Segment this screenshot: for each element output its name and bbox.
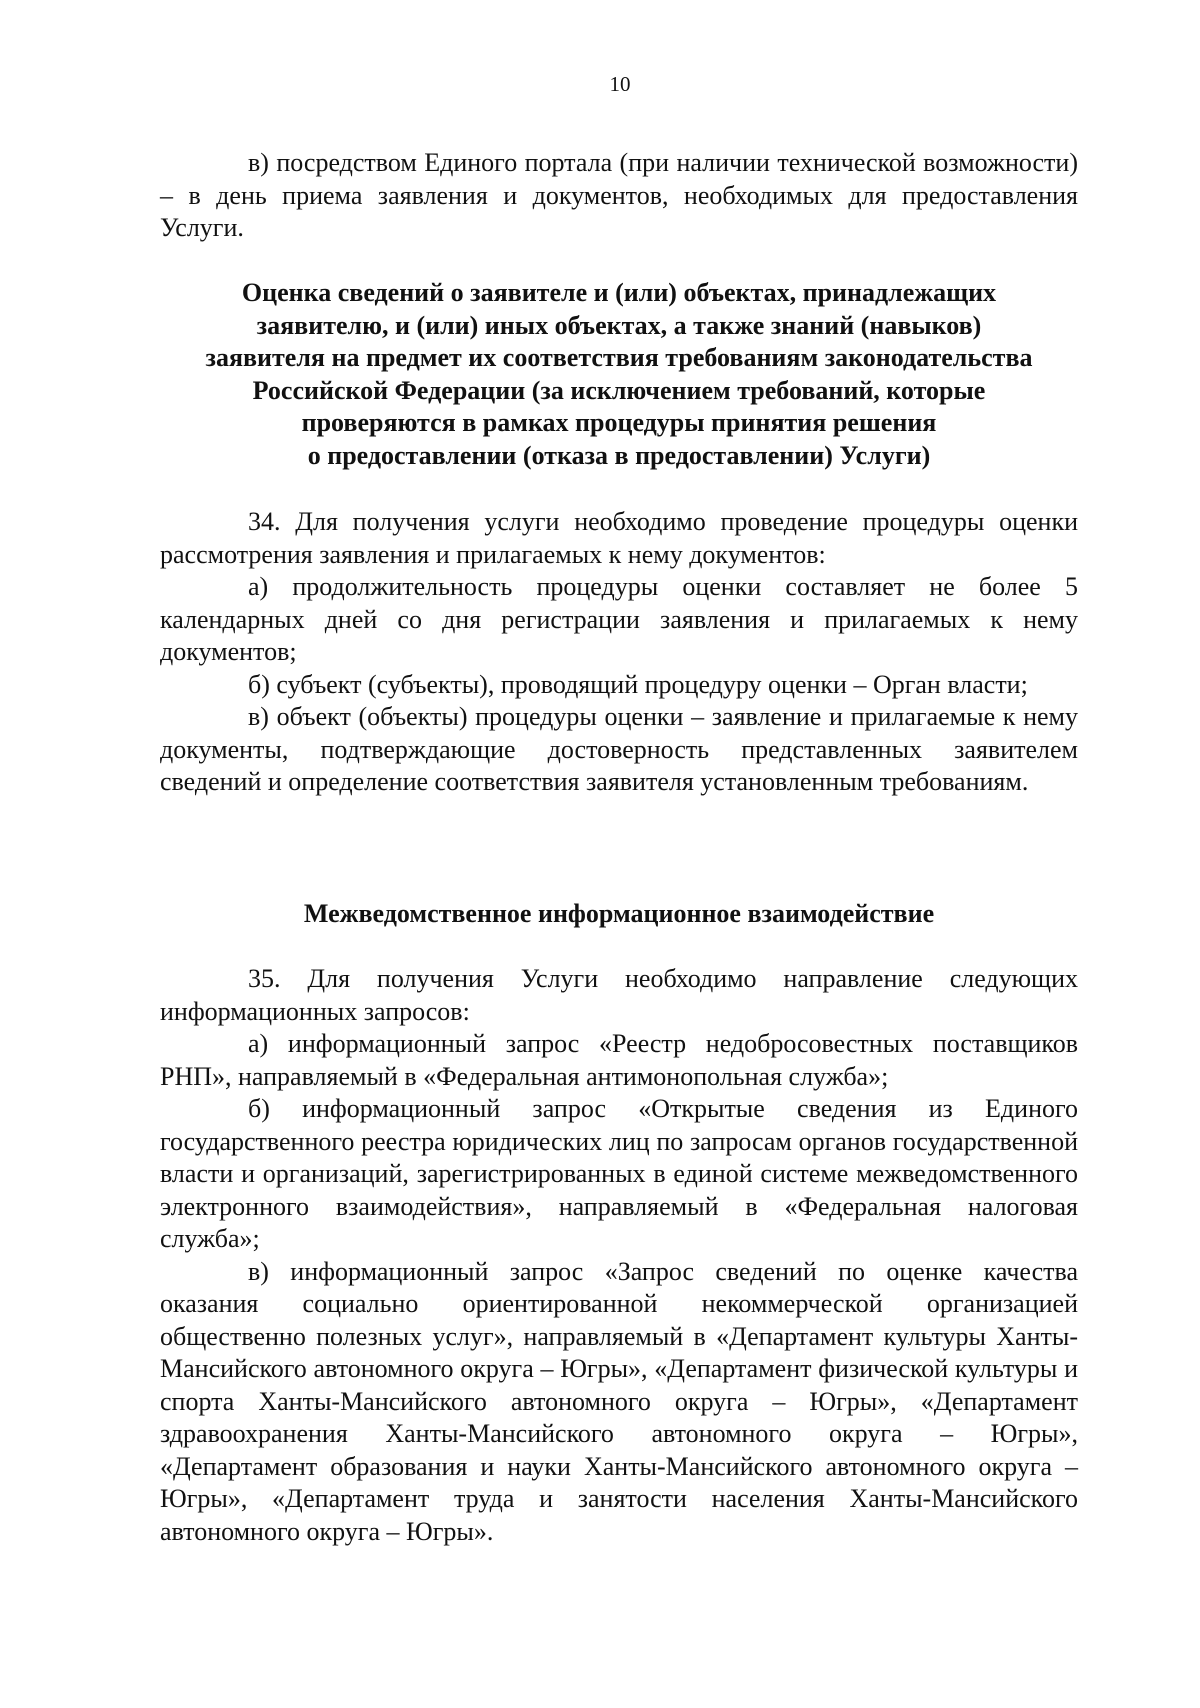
paragraph-35-b: б) информационный запрос «Открытые сведения из Единого государственного реестра юридических лиц по запросам органов государственной власти и организаций, зарегистрированных в единой системе межведомственного электронного взаимодействия», направляемый в «Федеральная налоговая служба»;: [160, 1094, 1078, 1253]
paragraph-34-v: в) объект (объекты) процедуры оценки – заявление и прилагаемые к нему документы, подтверждающие достоверность представленных заявителем сведений и определение соответствия заявителя установленным требованиям.: [160, 702, 1078, 796]
heading-line: Оценка сведений о заявителе и (или) объектах, принадлежащих: [241, 278, 997, 307]
paragraph-35-v: в) информационный запрос «Запрос сведений по оценке качества оказания социально ориентированной некоммерческой организацией общественно полезных услуг», направляемый в «Департамент культуры Ханты-Мансийского автономного округа – Югры», «Департамент физической культуры и спорта Ханты-Мансийского автономного округа – Югры», «Департамент здравоохранения Ханты-Мансийского автономного округа – Югры», «Департамент образования и науки Ханты-Мансийского автономного округа – Югры», «Департамент труда и занятости населения Ханты-Мансийского автономного округа – Югры».: [160, 1256, 1078, 1546]
paragraph-34-b: б) субъект (субъекты), проводящий процедуру оценки – Орган власти;: [248, 669, 1028, 699]
heading-line: о предоставлении (отказа в предоставлении) Услуги): [307, 440, 931, 470]
paragraph-item-v-portal: в) посредством Единого портала (при наличии технической возможности) – в день приема заявления и документов, необходимых для предоставления Услуги.: [160, 148, 1078, 242]
heading-line: Межведомственное информационное взаимодействие: [303, 899, 935, 928]
section-heading-assessment: [150, 277, 1088, 472]
paragraph-35-a: а) информационный запрос «Реестр недобросовестных поставщиков РНП», направляемый в «Федеральная антимонопольная служба»;: [160, 1029, 1078, 1091]
paragraph-block-delivery: [160, 147, 1078, 245]
heading-line: заявителя на предмет их соответствия требованиям законодательства: [205, 343, 1033, 372]
heading-line: заявителю, и (или) иных объектах, а также знаний (навыков): [256, 310, 982, 340]
paragraph-block-34: [160, 506, 1078, 799]
paragraph-34-a: а) продолжительность процедуры оценки составляет не более 5 календарных дней со дня регистрации заявления и прилагаемых к нему документов;: [160, 572, 1078, 666]
heading-line: проверяются в рамках процедуры принятия решения: [301, 408, 937, 437]
paragraph-block-35: [160, 963, 1078, 1548]
paragraph-35-intro: 35. Для получения Услуги необходимо направление следующих информационных запросов:: [160, 964, 1078, 1026]
section-heading-interagency: [150, 898, 1088, 931]
heading-line: Российской Федерации (за исключением требований, которые: [252, 375, 986, 405]
paragraph-34-intro: 34. Для получения услуги необходимо проведение процедуры оценки рассмотрения заявления и прилагаемых к нему документов:: [160, 507, 1078, 569]
page-number: 10: [609, 72, 631, 96]
